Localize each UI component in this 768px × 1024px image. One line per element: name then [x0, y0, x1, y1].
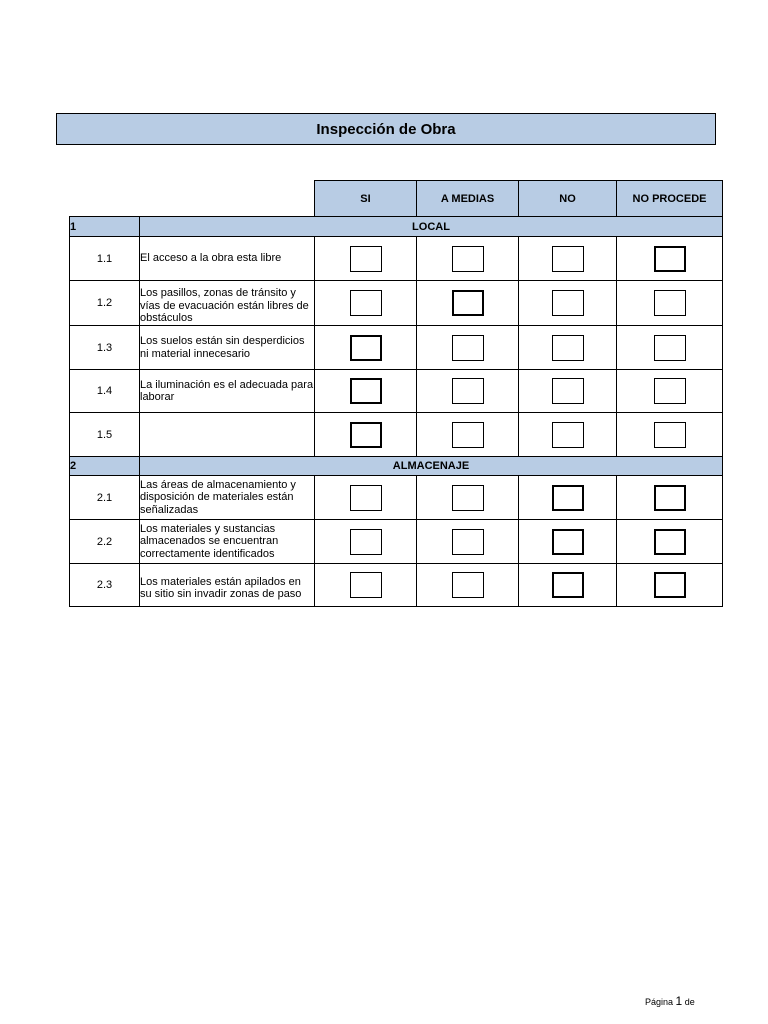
checkbox-no-procede[interactable] — [654, 485, 686, 511]
section-title: LOCAL — [140, 217, 723, 237]
checkbox-no-procede[interactable] — [654, 422, 686, 448]
item-description: La iluminación es el adecuada para laborar — [140, 370, 315, 413]
item-description: Los pasillos, zonas de tránsito y vías de evacuación están libres de obstáculos — [140, 281, 315, 326]
checkbox-no[interactable] — [552, 529, 584, 555]
checkbox-a-medias[interactable] — [452, 572, 484, 598]
checkbox-no-procede[interactable] — [654, 246, 686, 272]
column-header-si: SI — [315, 181, 417, 217]
item-description: Las áreas de almacenamiento y disposición de materiales están señalizadas — [140, 476, 315, 520]
item-number: 2.3 — [70, 564, 140, 607]
checkbox-no[interactable] — [552, 378, 584, 404]
column-header-no: NO — [519, 181, 617, 217]
checkbox-a-medias[interactable] — [452, 335, 484, 361]
table-row — [70, 370, 723, 413]
table-row — [70, 564, 723, 607]
page-label: Página — [645, 997, 674, 1007]
checkbox-si[interactable] — [350, 572, 382, 598]
checkbox-si[interactable] — [350, 422, 382, 448]
page-of-label: de — [684, 997, 695, 1007]
checkbox-a-medias[interactable] — [452, 378, 484, 404]
table-row — [70, 520, 723, 564]
page-footer — [645, 994, 695, 1008]
table-row — [70, 413, 723, 457]
item-number: 1.1 — [70, 237, 140, 281]
page-number: 1 — [675, 994, 683, 1008]
item-number: 2.1 — [70, 476, 140, 520]
item-description: El acceso a la obra esta libre — [140, 237, 315, 281]
checkbox-si[interactable] — [350, 378, 382, 404]
section-number: 2 — [70, 457, 140, 476]
item-description — [140, 413, 315, 457]
checkbox-no-procede[interactable] — [654, 572, 686, 598]
checkbox-a-medias[interactable] — [452, 290, 484, 316]
checkbox-si[interactable] — [350, 529, 382, 555]
item-number: 1.4 — [70, 370, 140, 413]
checkbox-si[interactable] — [350, 290, 382, 316]
table-row — [70, 476, 723, 520]
checkbox-no-procede[interactable] — [654, 335, 686, 361]
item-number: 2.2 — [70, 520, 140, 564]
section-title: ALMACENAJE — [140, 457, 723, 476]
checkbox-no[interactable] — [552, 572, 584, 598]
checkbox-a-medias[interactable] — [452, 485, 484, 511]
item-description: Los suelos están sin desperdicios ni material innecesario — [140, 326, 315, 370]
section-row — [70, 457, 723, 476]
inspection-table — [69, 180, 723, 607]
checkbox-no-procede[interactable] — [654, 378, 686, 404]
table-row — [70, 281, 723, 326]
section-number: 1 — [70, 217, 140, 237]
checkbox-a-medias[interactable] — [452, 529, 484, 555]
checkbox-si[interactable] — [350, 246, 382, 272]
checkbox-no-procede[interactable] — [654, 529, 686, 555]
document-title: Inspección de Obra — [56, 113, 716, 145]
checkbox-no[interactable] — [552, 246, 584, 272]
table-row — [70, 326, 723, 370]
checkbox-si[interactable] — [350, 485, 382, 511]
table-row — [70, 237, 723, 281]
column-header-a-medias: A MEDIAS — [417, 181, 519, 217]
item-number: 1.3 — [70, 326, 140, 370]
section-row — [70, 217, 723, 237]
column-header-row — [70, 181, 723, 217]
item-description: Los materiales y sustancias almacenados se encuentran correctamente identificados — [140, 520, 315, 564]
column-header-no-procede: NO PROCEDE — [617, 181, 723, 217]
header-spacer — [70, 181, 315, 217]
item-description: Los materiales están apilados en su sitio sin invadir zonas de paso — [140, 564, 315, 607]
checkbox-a-medias[interactable] — [452, 246, 484, 272]
checkbox-no-procede[interactable] — [654, 290, 686, 316]
checkbox-no[interactable] — [552, 422, 584, 448]
checkbox-no[interactable] — [552, 290, 584, 316]
checkbox-a-medias[interactable] — [452, 422, 484, 448]
checkbox-no[interactable] — [552, 485, 584, 511]
item-number: 1.5 — [70, 413, 140, 457]
item-number: 1.2 — [70, 281, 140, 326]
checkbox-no[interactable] — [552, 335, 584, 361]
checkbox-si[interactable] — [350, 335, 382, 361]
